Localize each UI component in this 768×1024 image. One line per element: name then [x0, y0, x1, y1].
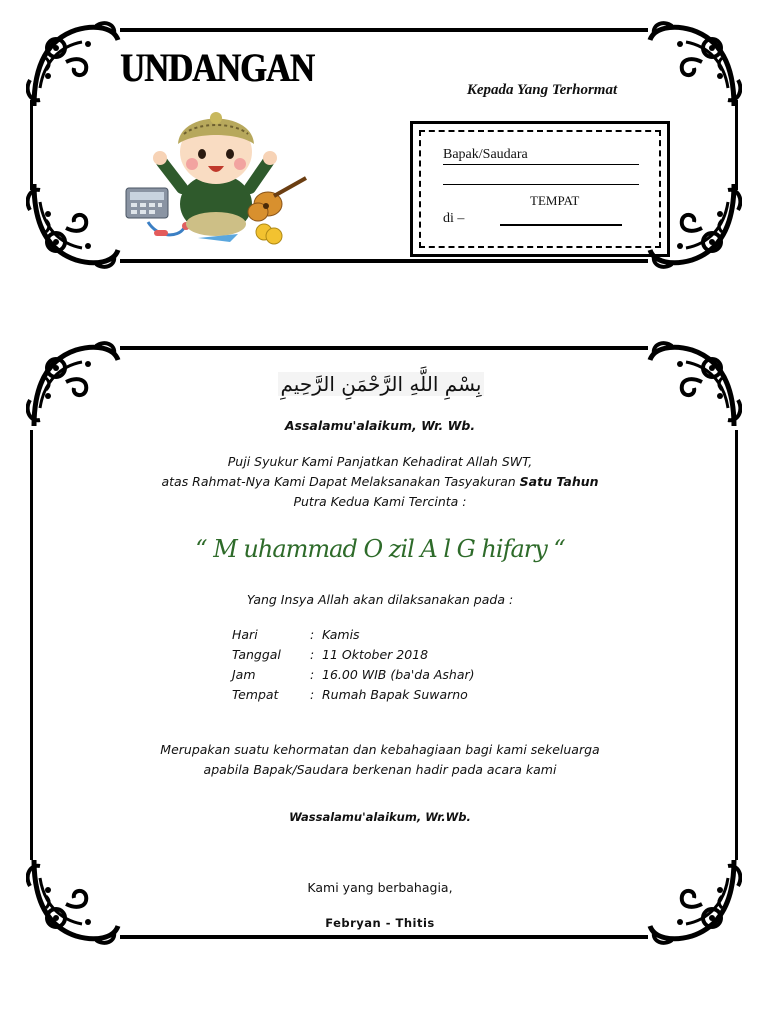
cover-frame-bottom — [120, 259, 648, 263]
bismillah-calligraphy: بِسْمِ اللَّهِ الرَّحْمَنِ الرَّحِيمِ — [278, 372, 484, 396]
address-line-2 — [443, 184, 639, 185]
body-frame-right — [735, 430, 738, 860]
detail-separator: : — [310, 667, 315, 682]
corner-ornament-icon — [26, 18, 122, 114]
baby-illustration-icon — [118, 92, 318, 252]
salam-greeting: Assalamu'alaikum, Wr. Wb. — [284, 418, 476, 433]
detail-value: Rumah Bapak Suwarno — [322, 687, 468, 702]
di-label: di – — [443, 211, 465, 226]
address-line-3 — [500, 224, 622, 226]
detail-label: Jam — [232, 667, 256, 682]
corner-ornament-icon — [26, 176, 122, 272]
detail-separator: : — [310, 627, 315, 642]
intro-line-1: Puji Syukur Kami Panjatkan Kehadirat Allah SWT, — [227, 454, 533, 469]
invitation-title: UNDANGAN — [120, 45, 314, 90]
intro-line-3: Putra Kedua Kami Tercinta : — [293, 494, 467, 509]
detail-value: 11 Oktober 2018 — [322, 647, 429, 662]
corner-ornament-icon — [26, 852, 122, 948]
signoff-text: Kami yang berbahagia, — [307, 880, 453, 895]
body-frame-top — [120, 346, 648, 350]
detail-value: Kamis — [322, 627, 360, 642]
closing-line-2: apabila Bapak/Saudara berkenan hadir pada acara kami — [203, 762, 557, 777]
intro-line-2 — [70, 474, 690, 489]
addressee-heading: Kepada Yang Terhormat — [466, 82, 618, 98]
body-frame-left — [30, 430, 33, 860]
detail-separator: : — [310, 647, 315, 662]
addressee-label: Bapak/Saudara — [443, 147, 528, 162]
detail-label: Tempat — [232, 687, 279, 702]
child-name: “ M uhammad O zil A l G hifary “ — [195, 535, 565, 563]
body-frame-bottom — [120, 935, 648, 939]
wassalam-closing: Wassalamu'alaikum, Wr.Wb. — [289, 810, 471, 824]
corner-ornament-icon — [646, 852, 742, 948]
address-box — [410, 121, 670, 257]
detail-value: 16.00 WIB (ba'da Ashar) — [322, 667, 475, 682]
signatures: Febryan - Thitis — [325, 916, 435, 930]
detail-label: Hari — [232, 627, 258, 642]
cover-frame-top — [120, 28, 648, 32]
closing-line-1: Merupakan suatu kehormatan dan kebahagiaan bagi kami sekeluarga — [160, 742, 600, 757]
detail-label: Tanggal — [232, 647, 281, 662]
intro-line-2-text: atas Rahmat-Nya Kami Dapat Melaksanakan Tasyakuran — [161, 474, 520, 489]
address-line-1 — [443, 164, 639, 165]
intro-line-2-emphasis: Satu Tahun — [519, 474, 599, 489]
schedule-intro: Yang Insya Allah akan dilaksanakan pada : — [246, 592, 514, 607]
tempat-label: TEMPAT — [530, 193, 580, 208]
detail-separator: : — [310, 687, 315, 702]
corner-ornament-icon — [646, 18, 742, 114]
